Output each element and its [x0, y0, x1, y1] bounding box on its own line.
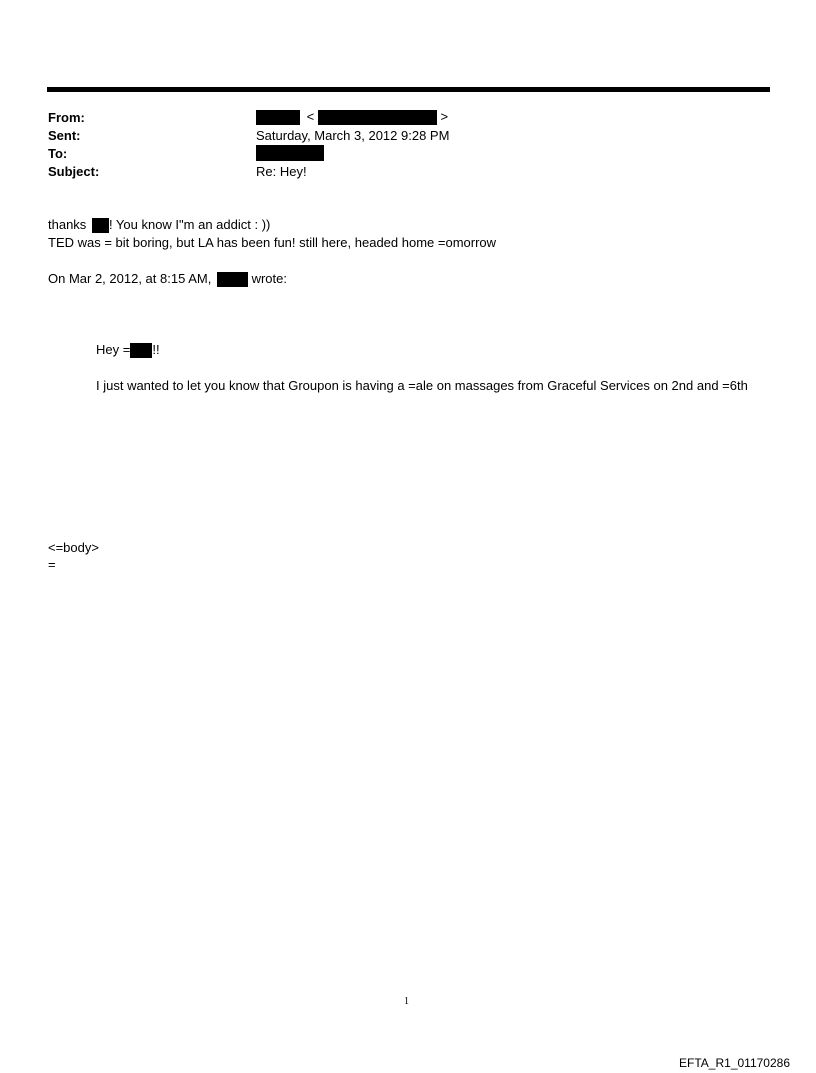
sent-value: Saturday, March 3, 2012 9:28 PM: [256, 128, 450, 143]
redaction-box: [217, 272, 248, 287]
redaction-box: [92, 218, 109, 233]
redaction-box: [130, 343, 152, 358]
redaction-box: [256, 145, 324, 161]
quoted-greeting: [96, 342, 160, 358]
header-rule: [47, 87, 770, 92]
redaction-box: [256, 110, 300, 125]
quoted-greeting-end: !!: [152, 342, 160, 357]
quoted-message: I just wanted to let you know that Groupon is having a =ale on massages from Graceful Services on 2nd and =6th: [96, 378, 748, 393]
trailer-line-1: <=body>: [48, 540, 99, 555]
email-bracket-close: >: [440, 109, 449, 124]
body-line-1-end: ! You know I"m an addict : )): [108, 217, 271, 232]
page-number: 1: [404, 996, 409, 1007]
body-line-1-start: thanks: [48, 217, 87, 232]
body-line-2: TED was = bit boring, but LA has been fun! still here, headed home =omorrow: [48, 235, 497, 250]
sent-label: Sent:: [48, 128, 81, 143]
body-line-1: [48, 217, 270, 233]
to-value: [256, 144, 324, 161]
subject-label: Subject:: [48, 164, 100, 179]
body-line-3-end: wrote:: [251, 271, 287, 286]
redaction-box: [318, 110, 437, 125]
body-line-3: [48, 271, 287, 287]
email-bracket-open: <: [306, 109, 315, 124]
body-line-3-start: On Mar 2, 2012, at 8:15 AM,: [48, 271, 212, 286]
bates-number: EFTA_R1_01170286: [679, 1056, 790, 1070]
to-label: To:: [48, 146, 68, 161]
quoted-greeting-start: Hey =: [96, 342, 131, 357]
from-value: [256, 109, 448, 125]
from-label: From:: [48, 110, 85, 125]
subject-value: Re: Hey!: [256, 164, 307, 179]
trailer-line-2: =: [48, 557, 56, 572]
